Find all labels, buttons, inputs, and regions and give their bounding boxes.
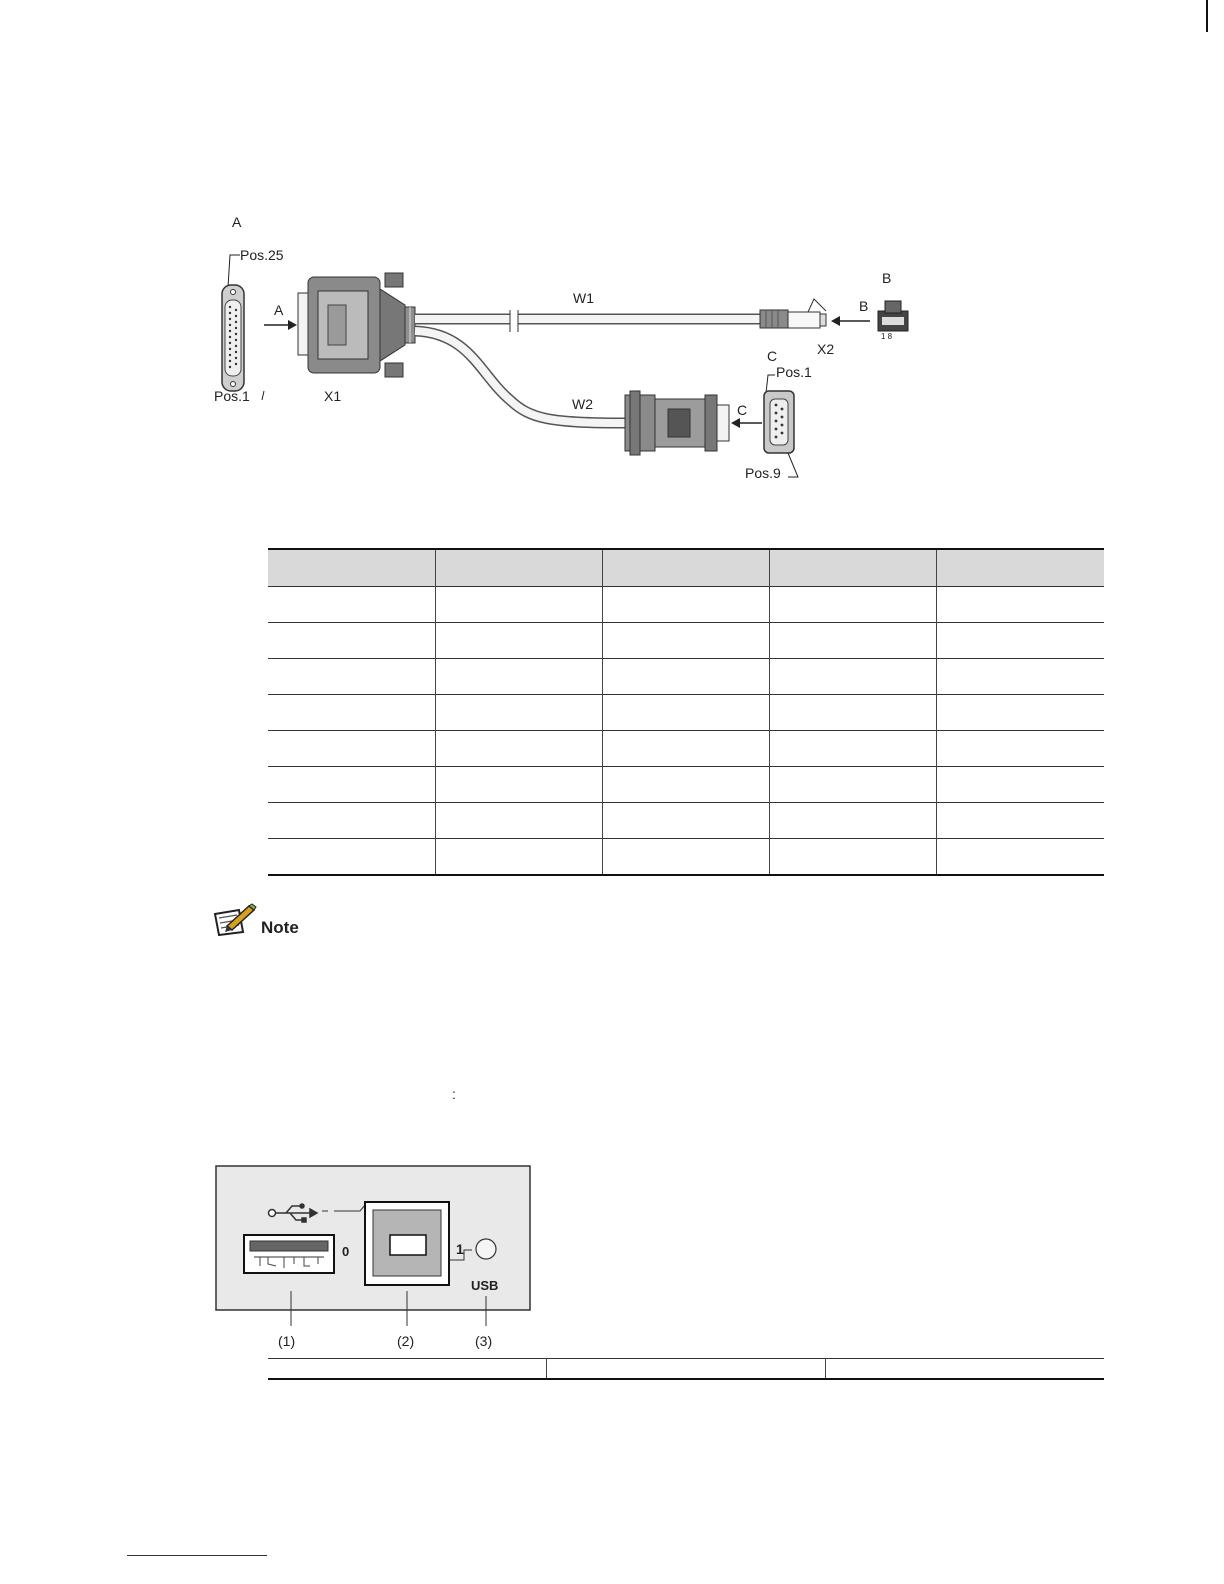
label-w2: W2 — [572, 396, 593, 412]
table-row — [268, 803, 1104, 839]
pin-assignment-table — [268, 548, 1104, 876]
header-cell — [268, 549, 435, 587]
db9-face-c — [764, 391, 794, 453]
callout-2: (2) — [397, 1333, 415, 1349]
table-row — [268, 659, 1104, 695]
table-row — [268, 731, 1104, 767]
label-pos25: Pos.25 — [240, 247, 284, 263]
crop-mark-right — [1206, 0, 1208, 32]
connector-x2-rj45 — [760, 299, 826, 328]
callout-3: (3) — [475, 1333, 493, 1349]
footer-rule — [127, 1555, 267, 1556]
cable-w2 — [415, 331, 625, 423]
note-pencil-icon — [213, 902, 257, 936]
table-header-row — [268, 549, 1104, 587]
arrow-c-icon — [731, 418, 740, 428]
header-cell — [770, 549, 937, 587]
table-row — [268, 695, 1104, 731]
arrow-a-icon — [288, 320, 297, 330]
label-rj-pins: 1 8 — [881, 332, 893, 341]
note-callout — [213, 902, 299, 936]
usb-text-label: USB — [471, 1278, 499, 1293]
header-cell — [602, 549, 769, 587]
label-pos1-a: Pos.1 — [214, 388, 250, 404]
db25-socket-a — [222, 285, 244, 391]
port-one-label: 1 — [456, 1241, 464, 1257]
rj45-face-b — [878, 301, 908, 331]
label-a-top: A — [232, 214, 242, 230]
leader-pos9 — [788, 453, 798, 477]
label-arrow-c: C — [737, 402, 748, 418]
callout-1: (1) — [278, 1333, 296, 1349]
label-x2: X2 — [817, 341, 835, 357]
label-w1: W1 — [573, 290, 594, 306]
note-label: Note — [261, 918, 299, 937]
usb-status-led — [476, 1239, 496, 1259]
header-cell — [435, 549, 602, 587]
usb-port-panel-diagram — [210, 1160, 540, 1355]
usb-b-port — [365, 1202, 449, 1285]
table-row — [268, 623, 1104, 659]
label-x1: X1 — [324, 388, 342, 404]
leader-pos1-a — [262, 391, 264, 400]
arrow-b-icon — [831, 316, 840, 326]
label-b-top: B — [882, 270, 892, 286]
connector-x1 — [298, 273, 415, 377]
console-cable-diagram — [200, 205, 940, 495]
label-pos1-c: Pos.1 — [776, 364, 812, 380]
table-row — [268, 839, 1104, 876]
label-arrow-b: B — [859, 298, 869, 314]
table-row — [268, 1359, 1104, 1380]
usb-legend-table — [268, 1358, 1104, 1380]
label-arrow-a: A — [274, 302, 284, 318]
connector-db9-w2 — [625, 391, 729, 455]
label-c-top: C — [767, 348, 778, 364]
stray-colon: : — [452, 1086, 456, 1102]
table-row — [268, 767, 1104, 803]
label-pos9: Pos.9 — [745, 465, 781, 481]
header-cell — [937, 549, 1104, 587]
usb-a-port — [244, 1235, 334, 1273]
port-zero-label: 0 — [342, 1244, 350, 1259]
leader-pos25 — [228, 255, 240, 287]
table-row — [268, 587, 1104, 623]
